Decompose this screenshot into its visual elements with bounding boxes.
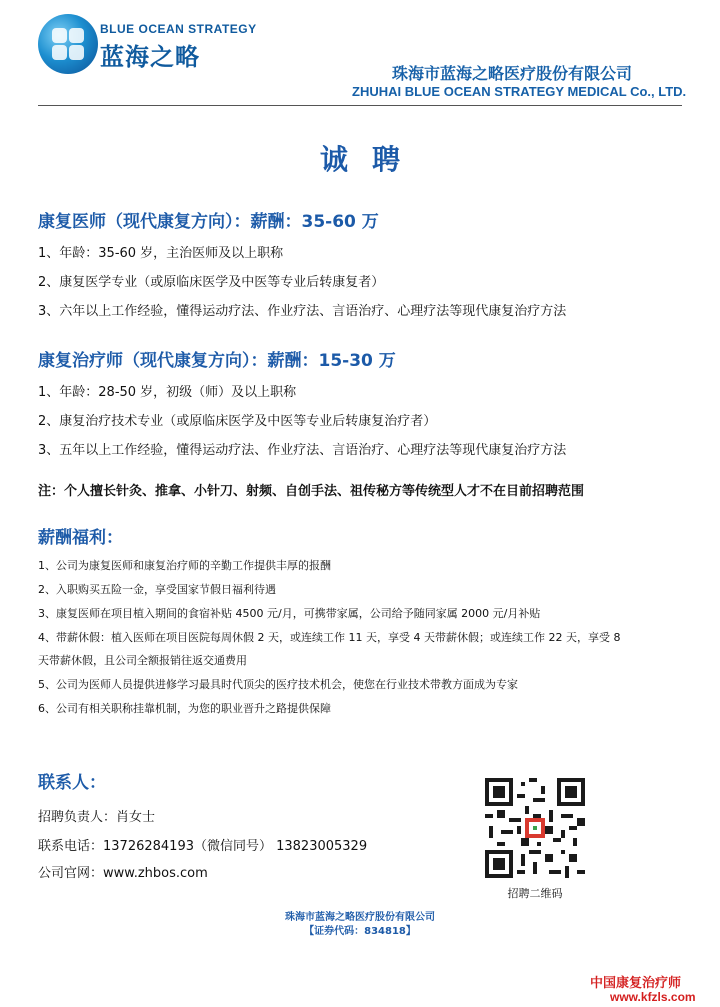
recruitment-note: 注：个人擅长针灸、推拿、小针刀、射频、自创手法、祖传秘方等传统型人才不在目前招聘范围 [38, 484, 585, 499]
company-name-cn: 珠海市蓝海之略医疗股份有限公司 [392, 64, 633, 83]
job-requirement: 2、康复医学专业（或原临床医学及中医等专业后转康复者） [38, 275, 385, 290]
benefit-item: 1、公司为康复医师和康复治疗师的辛勤工作提供丰厚的报酬 [38, 559, 331, 572]
footer-stock-code: 【证券代码：834818】 [304, 926, 416, 937]
benefit-item: 3、康复医师在项目植入期间的食宿补贴 4500 元/月，可携带家属，公司给予随同家属 2000 元/月补贴 [38, 607, 541, 620]
benefit-item: 5、公司为医师人员提供进修学习最具时代顶尖的医疗技术机会，使您在行业技术带教方面成为专家 [38, 678, 518, 691]
contact-website: 公司官网：www.zhbos.com [38, 866, 208, 881]
footer-company: 珠海市蓝海之略医疗股份有限公司 [285, 912, 435, 923]
benefit-item: 天带薪休假，且公司全额报销往返交通费用 [38, 654, 247, 667]
job-requirement: 1、年龄：35-60 岁，主治医师及以上职称 [38, 246, 284, 261]
company-name-en: ZHUHAI BLUE OCEAN STRATEGY MEDICAL Co., LTD. [352, 84, 687, 99]
job-heading-therapist: 康复治疗师（现代康复方向）：薪酬：15-30 万 [38, 351, 396, 371]
job-requirement: 2、康复治疗技术专业（或原临床医学及中医等专业后转康复治疗者） [38, 414, 437, 429]
contact-recruiter: 招聘负责人：肖女士 [38, 810, 156, 825]
qr-code-icon [485, 778, 585, 878]
job-requirement: 1、年龄：28-50 岁，初级（师）及以上职称 [38, 385, 297, 400]
header-divider [38, 105, 682, 106]
qr-code-label: 招聘二维码 [507, 887, 563, 900]
benefit-item: 4、带薪休假：植入医师在项目医院每周休假 2 天，或连续工作 11 天，享受 4 天带薪休假；或连续工作 22 天，享受 8 [38, 631, 621, 644]
logo-text-cn: 蓝海之略 [100, 43, 200, 71]
job-heading-physician: 康复医师（现代康复方向）：薪酬：35-60 万 [38, 212, 379, 232]
benefit-item: 2、入职购买五险一金，享受国家节假日福利待遇 [38, 583, 276, 596]
job-requirement: 3、六年以上工作经验，懂得运动疗法、作业疗法、言语治疗、心理疗法等现代康复治疗方法 [38, 304, 567, 319]
benefits-heading: 薪酬福利： [38, 528, 123, 548]
benefit-item: 6、公司有相关职称挂靠机制，为您的职业晋升之路提供保障 [38, 702, 331, 715]
contact-phone: 联系电话：13726284193（微信同号） 13823005329 [38, 839, 368, 854]
watermark-cn: 中国康复治疗师 [590, 976, 682, 991]
logo-icon [38, 14, 98, 74]
contact-heading: 联系人： [38, 773, 106, 793]
watermark-url: www.kfzls.com [610, 990, 696, 1004]
page-title: 诚聘 [319, 143, 424, 176]
job-requirement: 3、五年以上工作经验，懂得运动疗法、作业疗法、言语治疗、心理疗法等现代康复治疗方法 [38, 443, 567, 458]
logo-text-en: BLUE OCEAN STRATEGY [100, 22, 257, 36]
